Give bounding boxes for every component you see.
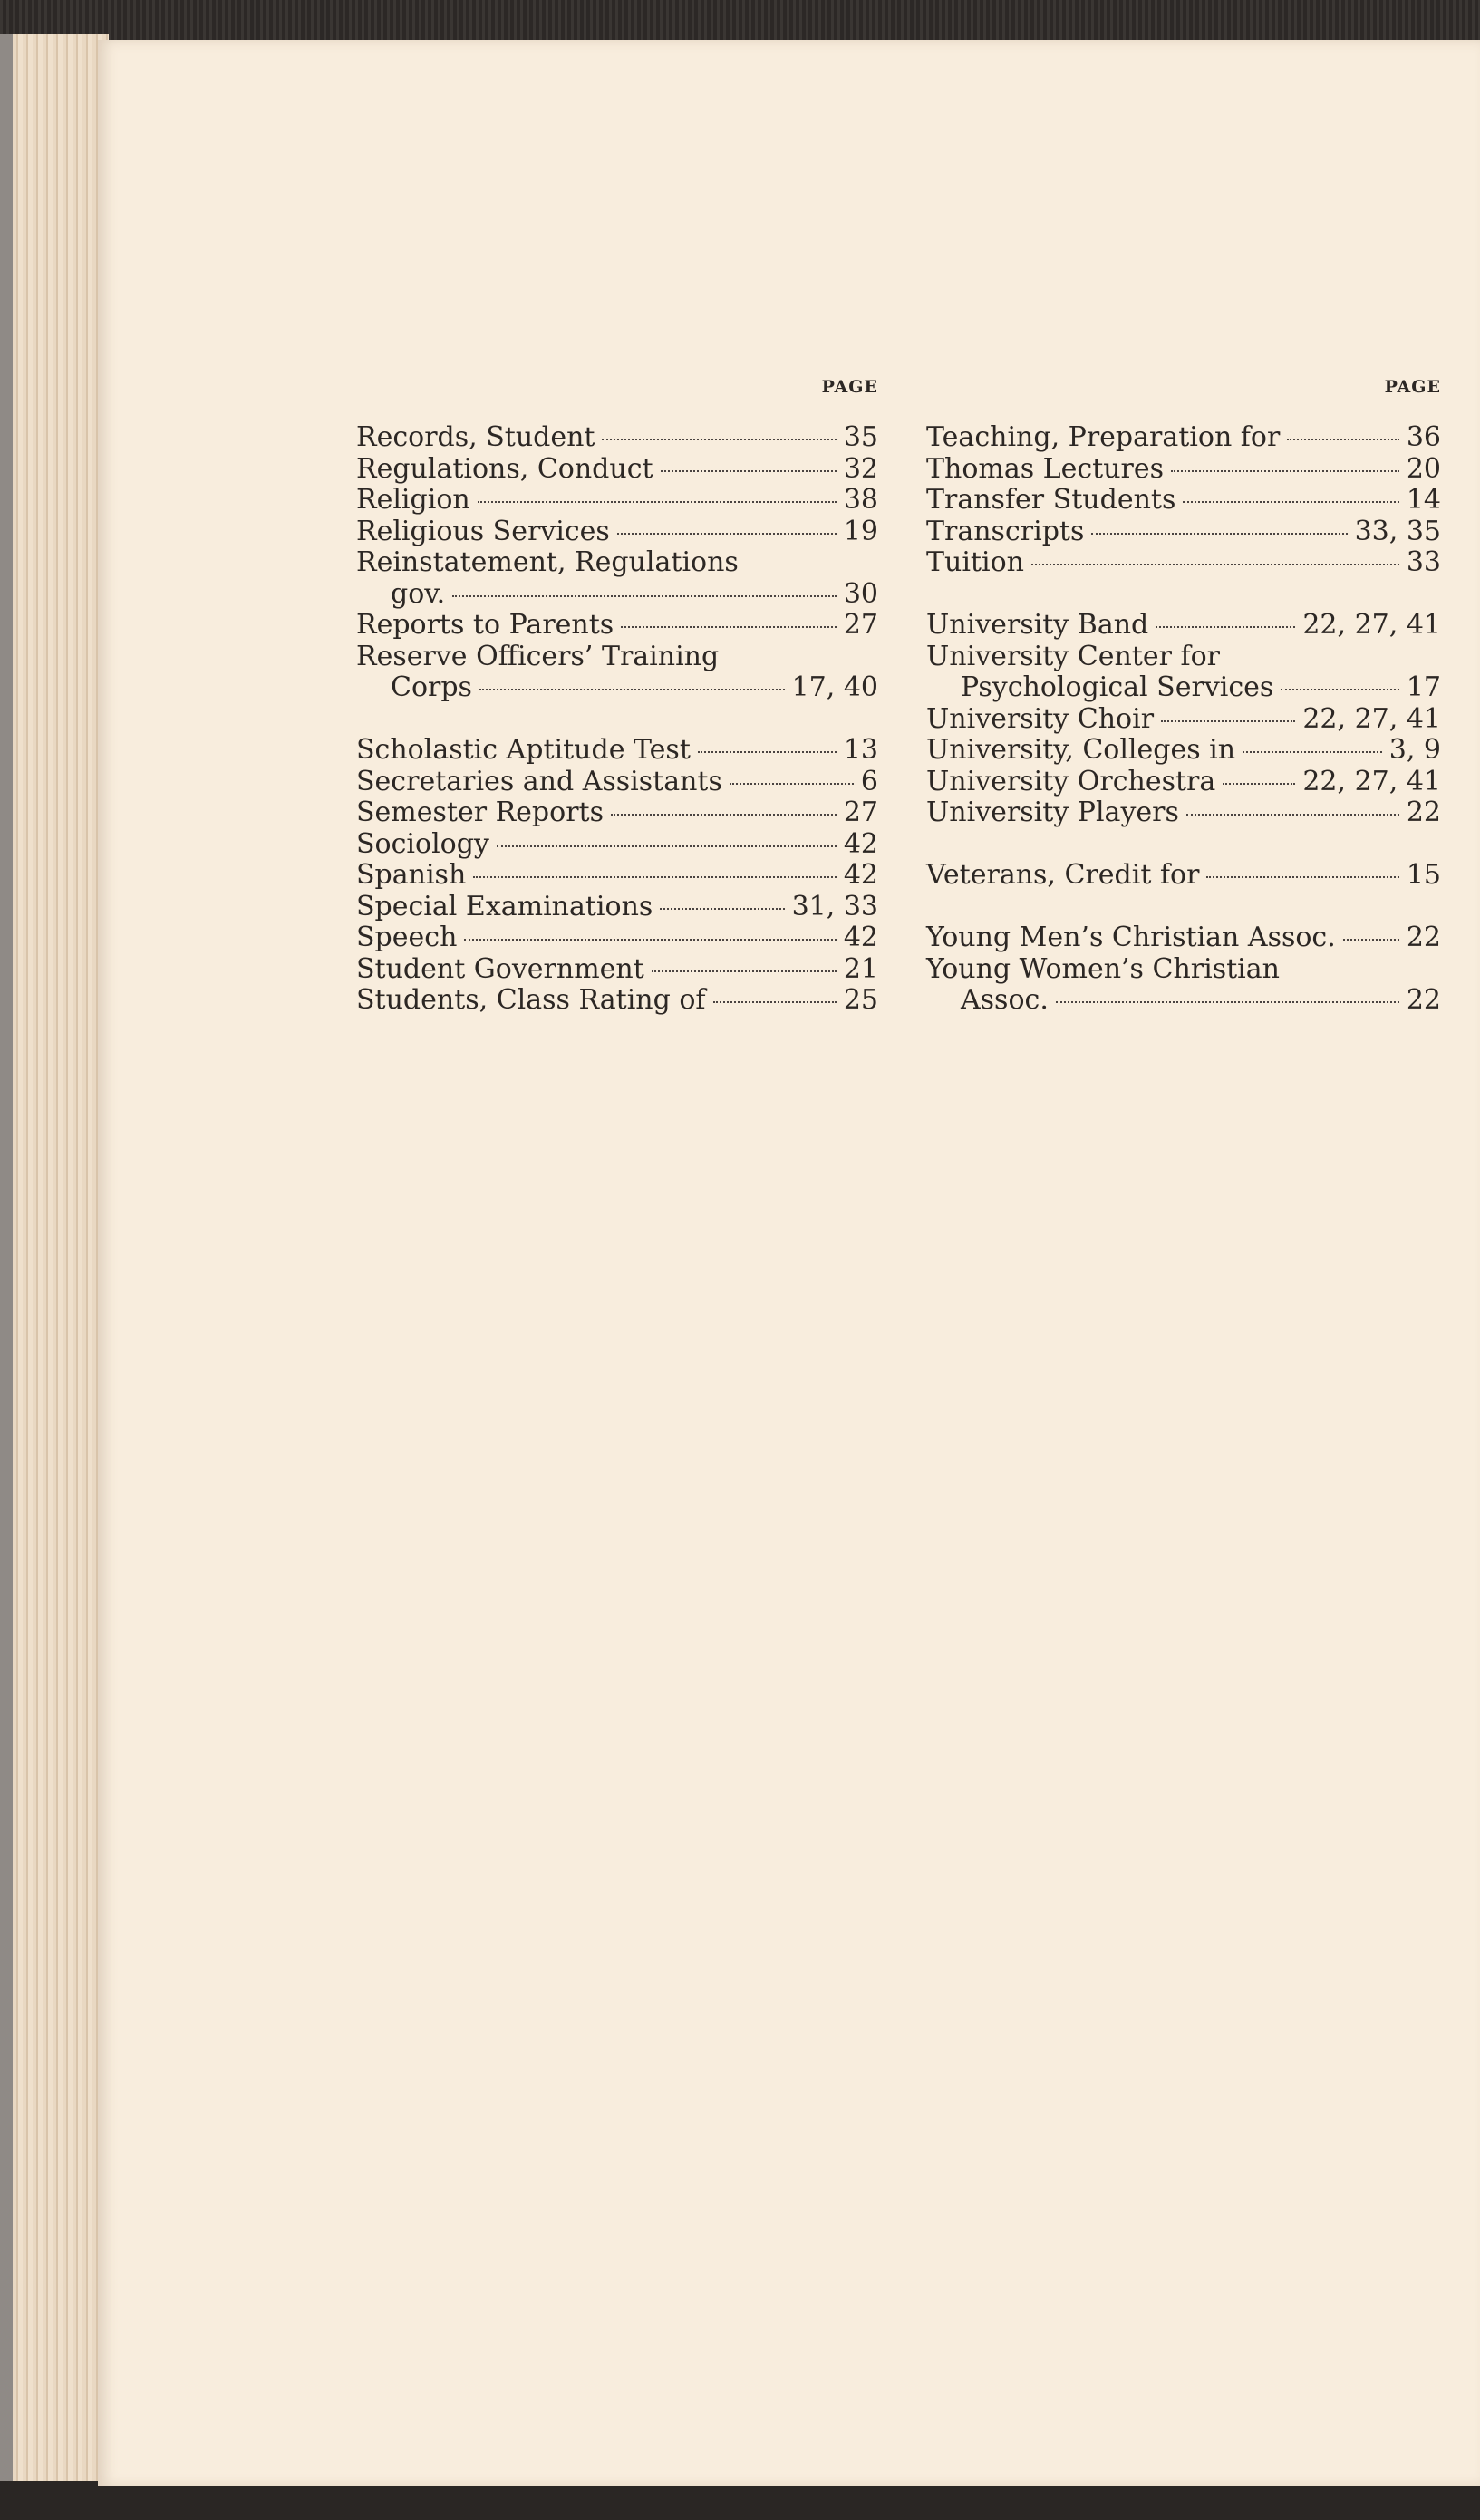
dot-leader [497,845,837,847]
index-entry [356,454,878,486]
page-number: 42 [843,827,878,860]
page-column-header: PAGE [821,377,878,397]
index-term: Special Examinations [356,890,653,922]
index-entry [926,672,1441,704]
dot-leader [1287,439,1399,440]
page-number: 31, 33 [791,890,878,922]
index-term: Veterans, Credit for [926,859,1200,891]
entry-spacer [926,829,1441,861]
dot-leader [1186,814,1399,816]
index-term: Regulations, Conduct [356,452,653,485]
page-number: 33, 35 [1354,515,1441,547]
index-entry [356,797,878,829]
index-entry [356,860,878,892]
dot-leader [1156,626,1295,628]
index-term: Thomas Lectures [926,452,1165,485]
dot-leader [661,470,837,472]
dot-leader [652,970,837,972]
index-term: Assoc. [961,984,1049,1016]
entry-spacer [926,579,1441,611]
index-term: gov. [391,577,446,610]
index-term: Secretaries and Assistants [356,765,722,797]
index-term: University Center for [926,640,1220,672]
dot-leader [1223,783,1295,785]
page-number: 25 [843,984,878,1016]
index-entry [926,610,1441,642]
index-entry [926,985,1441,1017]
dot-leader [1343,939,1399,941]
page-column-header: PAGE [1384,377,1441,397]
page-number: 42 [843,922,878,953]
index-entry [926,767,1441,798]
index-term: University, Colleges in [926,734,1236,766]
page-number: 3, 9 [1388,734,1441,766]
index-term: Student Government [356,952,644,985]
index-entry [926,735,1441,767]
page-number: 22, 27, 41 [1302,765,1441,797]
dot-leader [713,1001,837,1003]
index-entry [926,422,1441,454]
page-number: 38 [843,484,878,516]
index-entry [926,517,1441,548]
index-entry [356,547,878,579]
book-binding [0,0,1480,40]
dot-leader [602,439,836,440]
dot-leader [1243,751,1382,753]
index-term: Transfer Students [926,484,1176,516]
page-number: 32 [843,452,878,485]
dot-leader [1091,533,1347,535]
dot-leader [617,533,837,535]
index-term: University Orchestra [926,765,1216,797]
dot-leader [1161,720,1295,722]
index-term: Scholastic Aptitude Test [356,734,691,766]
index-entry [926,642,1441,673]
page-number: 21 [843,952,878,985]
index-term: Reinstatement, Regulations [356,546,739,578]
dot-leader [1031,564,1399,565]
index-entries-left [356,422,878,1017]
index-entry [356,767,878,798]
index-entry [356,579,878,611]
page-number: 27 [843,609,878,641]
dot-leader [479,689,785,690]
index-term: Religious Services [356,515,610,547]
index-entry [926,704,1441,736]
dot-leader [1206,876,1398,878]
page-number: 17 [1406,671,1441,703]
index-term: Tuition [926,546,1024,578]
page-number: 36 [1406,421,1441,453]
page-number: 20 [1406,452,1441,485]
index-term: Semester Reports [356,797,604,828]
index-entry [356,672,878,704]
index-entry [356,642,878,673]
index-term: Corps [391,671,472,703]
index-term: University Players [926,797,1179,828]
page-number: 33 [1406,546,1441,578]
page-number: 14 [1406,484,1441,516]
dot-leader [1171,470,1399,472]
index-entry [356,954,878,986]
index-entry [926,922,1441,954]
page-number: 35 [843,421,878,453]
dot-leader [473,876,837,878]
dot-leader [1056,1001,1399,1003]
index-entry [926,485,1441,517]
index-entry [356,422,878,454]
entry-spacer [926,892,1441,923]
index-entries-right [926,422,1441,1017]
page-number: 22, 27, 41 [1302,609,1441,641]
index-term: Reports to Parents [356,609,614,641]
index-term: University Choir [926,702,1155,735]
page-number: 15 [1406,859,1441,891]
dot-leader [478,501,837,503]
index-term: Students, Class Rating of [356,984,706,1016]
dot-leader [452,595,837,597]
index-entry [356,735,878,767]
dot-leader [730,783,854,785]
index-term: University Band [926,609,1149,641]
page-number: 6 [860,765,878,797]
dot-leader [1281,689,1398,690]
dot-leader [698,751,837,753]
entry-spacer [356,704,878,736]
page-number: 30 [843,577,878,610]
page-number: 22 [1406,922,1441,953]
index-term: Records, Student [356,421,595,453]
page-number: 22 [1406,797,1441,828]
dot-leader [1183,501,1398,503]
page-number: 22, 27, 41 [1302,702,1441,735]
index-entry [356,610,878,642]
index-entry [356,892,878,923]
dot-leader [621,626,837,628]
index-column-left [356,372,878,1017]
index-term: Spanish [356,859,467,891]
index-column-right [926,372,1441,1017]
page-number: 19 [843,515,878,547]
index-entry [926,860,1441,892]
index-entry [356,985,878,1017]
index-term: Teaching, Preparation for [926,421,1281,453]
index-entry [356,517,878,548]
page-number: 22 [1406,984,1441,1016]
index-term: Young Men’s Christian Assoc. [926,922,1336,953]
index-term: Speech [356,922,458,953]
index-entry [926,797,1441,829]
index-entry [356,829,878,861]
dot-leader [464,939,836,941]
dot-leader [660,908,784,910]
index-entry [926,547,1441,579]
index-term: Religion [356,484,470,516]
index-entry [926,954,1441,986]
page-number: 27 [843,797,878,828]
index-entry [926,454,1441,486]
index-entry [356,922,878,954]
index-term: Sociology [356,827,489,860]
index-entry [356,485,878,517]
page-number: 13 [843,734,878,766]
index-term: Reserve Officers’ Training [356,640,720,672]
index-term: Young Women’s Christian [926,952,1280,985]
index-term: Psychological Services [961,671,1274,703]
index-term: Transcripts [926,515,1085,547]
page-number: 42 [843,859,878,891]
page-edges [0,34,109,2481]
dot-leader [611,814,837,816]
page-number: 17, 40 [791,671,878,703]
